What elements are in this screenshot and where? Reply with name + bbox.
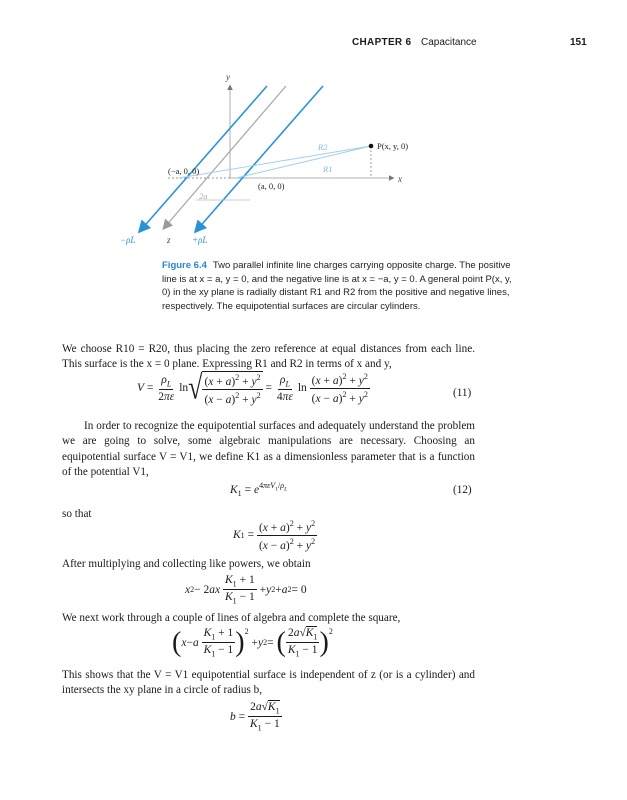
equation-completed-square: ( x − a $\frac{K_1 + 1}{K_1 - 1}$ ) $^2$ + y 2 = ( $\frac{2a√K_1}{K_1 - 1}$ ) $^2$ [172,626,333,659]
paragraph-1: We choose R10 = R20, thus placing the zero reference at equal distances from each line. This surface is the x = 0 plane. Expressing R1 and R2 in terms of x and y, [62,343,475,371]
z-axis [164,86,286,228]
y-axis-label: y [226,72,230,82]
label-point-P: P(x, y, 0) [377,141,409,151]
equation-quadratic: x 2 − 2 ax $\frac{K_1 + 1}{K_1 - 1}$ + y 2 + a 2 = 0 [185,574,307,606]
equation-k1: K 1 = $\frac{(x + a)^2 + y^2}{(x - a)^2 + y^2}$ [233,519,316,552]
chapter-label: CHAPTER 6 [352,37,412,48]
equation-radius: b = $\frac{2a√K_1}{K_1 - 1}$ [230,701,280,733]
point-P [369,144,374,149]
label-R2: R2 [318,142,328,152]
label-point-neg: (−a, 0, 0) [168,166,200,176]
paragraph-3: so that [62,508,92,520]
x-axis-label: x [398,174,402,184]
chapter-title: Capacitance [421,37,477,48]
label-neg-line: −ρL [120,235,136,245]
z-axis-label: z [167,235,171,245]
negative-line-charge [140,86,267,231]
equation-12-number: (12) [453,484,472,496]
positive-line-charge [196,86,323,231]
label-2a: 2a [199,191,208,201]
r2-line [179,146,371,178]
paragraph-5: We next work through a couple of lines of algebra and complete the square, [62,612,401,624]
figure-number: Figure 6.4 [162,260,207,271]
figure-line-charges [0,0,627,260]
label-R1: R1 [323,164,333,174]
paragraph-2: In order to recognize the equipotential surfaces and adequately understand the problem we are going to solve, some algebraic manipulations are necessary. Choosing an equipotential surface V = V1, we define K1 as a dimensionless parameter that is a function of the potential V1, [62,420,475,479]
equation-11-number: (11) [453,387,472,399]
paragraph-6: This shows that the V = V1 equipotential surface is independent of z (or is a cylinder) and intersects the xy plane in a circle of radius b, [62,669,475,697]
equation-11: V = $\frac{\rho_L}{2\pi\varepsilon}$ ln √ $\frac{(x + a)^2 + y^2}{(x - a)^2 + y^2}$ = $\frac{\rho_L}{4\pi\varepsilon}$ ln $\frac{(x + a)^2 + y^2}{(x - a)^2 + y^2}$ [137,368,368,407]
label-pos-line: +ρL [192,235,208,245]
label-point-pos: (a, 0, 0) [258,181,285,191]
page-number: 151 [570,37,587,48]
figure-caption [162,259,522,313]
equation-12: $K_1 = e^{4\pi\varepsilon V_1/\rho_L}$ [230,481,288,499]
figure-caption-text: Two parallel infinite line charges carrying opposite charge. The positive line is at x = a, y = 0, and the negative line is at x = −a, y = 0. A general point P(x, y, 0) in the xy plane is radially distant R1 and R2 from the positive and negative lines, respectively. The equipotential surfaces are circular cylinders. [162,260,512,312]
paragraph-4: After multiplying and collecting like powers, we obtain [62,558,311,570]
